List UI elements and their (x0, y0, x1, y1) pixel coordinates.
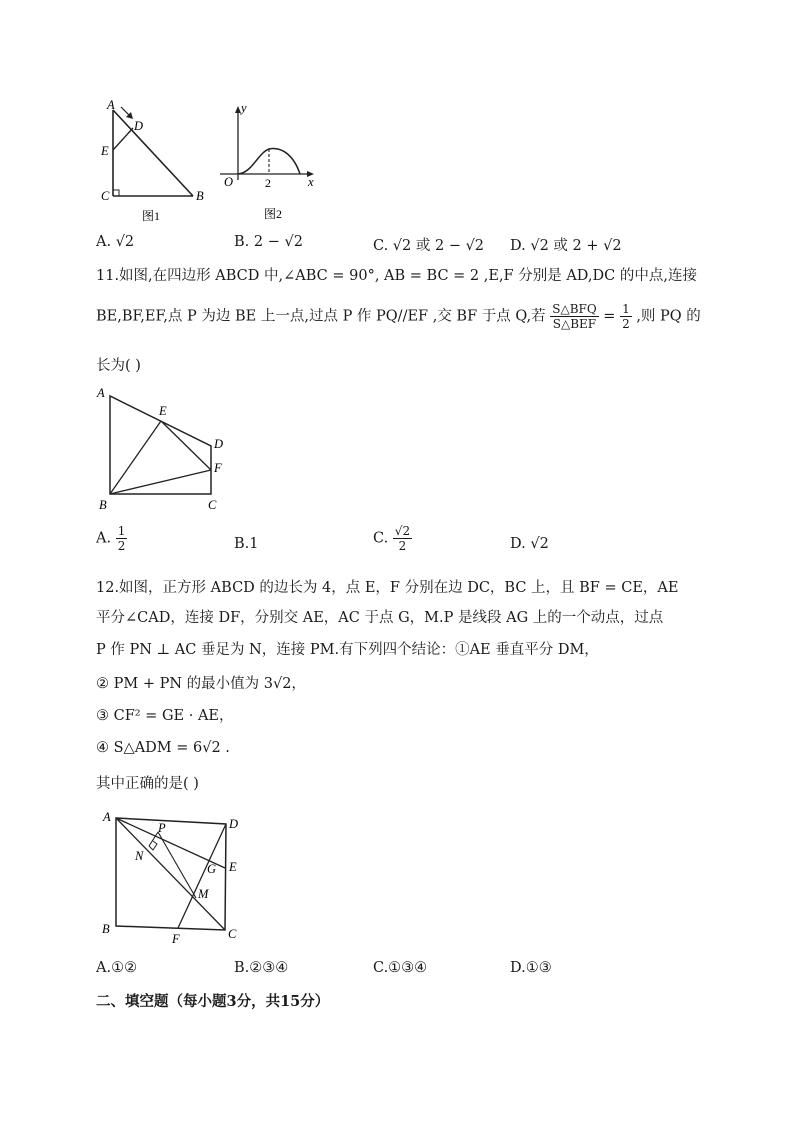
fig2-caption: 图2 (264, 207, 283, 221)
q10-option-d[interactable]: D. √2 或 2 + √2 (510, 238, 622, 254)
fig1-hypotenuse-ab (113, 110, 193, 196)
q12-label-e: E (229, 860, 237, 874)
fig1-caption: 图1 (142, 209, 161, 223)
q11-segment-ef (161, 421, 211, 470)
q12-option-d[interactable]: D.①③ (510, 960, 552, 976)
q12-ask: 其中正确的是( ) (96, 776, 199, 792)
q11-figure (92, 384, 242, 516)
fig1-segment-ed (113, 128, 133, 150)
q11-option-d-prefix: D. (510, 536, 526, 552)
q10-option-c[interactable]: C. √2 或 2 − √2 (373, 238, 485, 254)
q12-conclusion-4: ④ S△ADM = 6√2 . (96, 740, 230, 756)
q12-label-b: B (102, 922, 110, 936)
q12-label-f: F (172, 932, 180, 946)
fig2-label-y: y (241, 101, 247, 115)
q12-option-c[interactable]: C.①③④ (373, 960, 428, 976)
q11-stem-line1: 11.如图,在四边形 ABCD 中,∠ABC = 90°, AB = BC = 2 ,E,F 分别是 AD,DC 的中点,连接 (96, 268, 697, 284)
q12-option-b[interactable]: B.②③④ (234, 960, 289, 976)
q11-option-c-fraction (393, 524, 412, 553)
fig1-label-e: E (101, 144, 109, 158)
q11-half-fraction (620, 302, 632, 331)
q11-stem-line2a: BE,BF,EF,点 P 为边 BE 上一点,过点 P 作 PQ//EF ,交 BF 于点 Q,若 (96, 308, 546, 325)
q11-option-a-num: 1 (117, 524, 126, 538)
q11-label-e: E (159, 404, 167, 418)
q11-ratio-denominator: S△BEF (552, 317, 597, 331)
q12-label-n: N (135, 849, 144, 863)
q11-area-ratio (550, 302, 598, 331)
fig2-label-x: x (308, 175, 314, 189)
q10-option-b[interactable]: B. 2 − √2 (234, 234, 303, 250)
fig2-label-o: O (224, 175, 234, 189)
q11-ratio-numerator: S△BFQ (552, 302, 597, 316)
q11-half-denominator: 2 (622, 317, 630, 331)
q11-label-f: F (214, 461, 222, 475)
q11-option-b-value: 1 (249, 536, 259, 552)
q11-stem-line2 (96, 302, 701, 331)
q11-option-b[interactable] (234, 536, 259, 552)
fig1-label-d: D (134, 119, 144, 133)
q11-option-a-den: 2 (117, 539, 126, 553)
q12-segment-df (178, 824, 226, 928)
q11-label-b: B (99, 498, 107, 512)
q11-segment-bf (110, 470, 211, 494)
q11-equals: = (603, 308, 616, 325)
q11-option-a-fraction (116, 524, 128, 553)
q10-figure-1 (95, 98, 215, 226)
q12-conclusion-2: ② PM + PN 的最小值为 3√2， (96, 676, 306, 692)
q11-option-c[interactable] (373, 524, 412, 553)
q12-stem-line3: P 作 PN ⊥ AC 垂足为 N，连接 PM.有下列四个结论：①AE 垂直平分 DM， (96, 642, 599, 658)
q11-label-d: D (214, 437, 224, 451)
q11-option-d[interactable] (510, 536, 549, 552)
q12-option-a[interactable]: A.①② (96, 960, 138, 976)
q12-stem-line2: 平分∠CAD，连接 DF，分别交 AE，AC 于点 G，M.P 是线段 AG 上的一个动点，过点 (96, 610, 664, 626)
q12-conclusion-3: ③ CF² = GE · AE， (96, 708, 234, 724)
q11-stem-line3: 长为( ) (96, 358, 141, 374)
q12-label-d: D (229, 817, 239, 831)
q10-option-a[interactable]: A. √2 (96, 234, 135, 250)
q11-option-c-prefix: C. (373, 530, 389, 547)
fig1-label-c: C (101, 189, 110, 203)
q11-option-a[interactable] (96, 524, 127, 553)
fig1-label-a: A (107, 98, 115, 112)
q10-figure-2 (214, 98, 324, 226)
q11-option-c-num: √2 (394, 524, 411, 538)
q11-option-b-prefix: B. (234, 536, 250, 552)
fig1-right-angle-mark (113, 190, 119, 196)
q12-stem-line1: 12.如图，正方形 ABCD 的边长为 4，点 E，F 分别在边 DC，BC 上，且 BF = CE，AE (96, 580, 679, 596)
q12-label-m: M (198, 887, 209, 901)
fig1-label-b: B (196, 189, 204, 203)
q11-label-c: C (208, 498, 217, 512)
q12-label-c: C (228, 927, 237, 941)
q11-option-c-den: 2 (398, 539, 407, 553)
q12-segment-pm (158, 832, 196, 898)
q12-figure (92, 806, 252, 952)
section-2-title: 二、填空题（每小题3分，共15分） (96, 993, 330, 1010)
q11-label-a: A (97, 386, 105, 400)
q12-label-g: G (207, 862, 217, 876)
q11-stem-line2b: ,则 PQ 的 (636, 308, 701, 325)
fig2-label-2: 2 (265, 176, 271, 190)
q11-option-d-value: √2 (530, 536, 549, 552)
q12-label-a: A (103, 810, 111, 824)
q11-option-a-prefix: A. (96, 530, 112, 547)
q12-label-p: P (158, 821, 166, 835)
q12-right-angle-mark (149, 841, 157, 850)
q11-half-numerator: 1 (622, 302, 630, 316)
